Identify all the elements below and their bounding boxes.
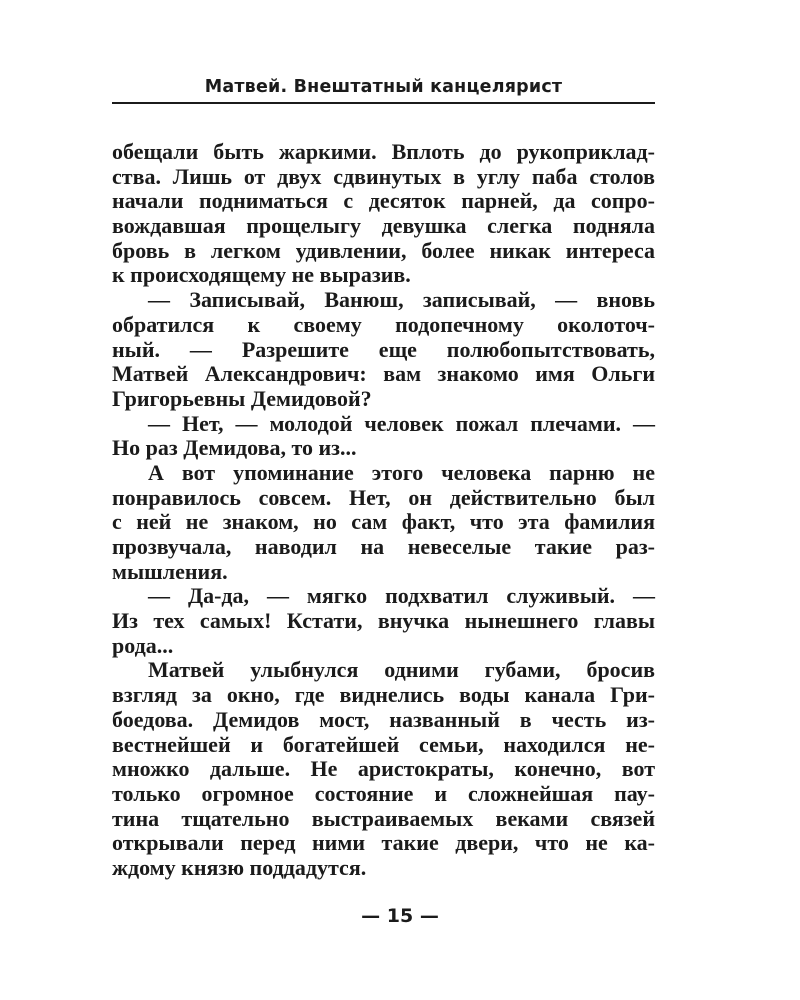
text-line: Но раз Демидова, то из...	[112, 435, 357, 461]
text-line: ждому князю поддадутся.	[112, 854, 367, 880]
text-line: Григорьевны Демидовой?	[112, 385, 372, 411]
text-line: боедова. Демидов мост, названный в честь из-	[112, 706, 655, 732]
text-line: взгляд за окно, где виднелись воды канала Гри-	[112, 682, 655, 708]
text-line: с ней не знаком, но сам факт, что эта фамилия	[112, 509, 655, 535]
text-line: ства. Лишь от двух сдвинутых в углу паба столов	[112, 163, 655, 189]
text-line: к происходящему не выразив.	[112, 262, 411, 288]
text-line: понравилось совсем. Нет, он действительно был	[112, 484, 655, 510]
page-body	[112, 140, 655, 881]
text-line: А вот упоминание этого человека парню не	[148, 459, 655, 485]
text-line: рода...	[112, 632, 174, 658]
text-line: Из тех самых! Кстати, внучка нынешнего главы	[112, 608, 655, 634]
text-line: начали подниматься с десяток парней, да сопро-	[112, 188, 655, 214]
text-line: обратился к своему подопечному околоточ-	[112, 311, 655, 337]
text-line: — Записывай, Ванюш, записывай, — вновь	[148, 287, 655, 313]
text-line: — Да-да, — мягко подхватил служивый. —	[148, 583, 655, 609]
running-header	[112, 72, 655, 104]
text-line: только огромное состояние и сложнейшая пау-	[112, 780, 655, 806]
text-line: прозвучала, наводил на невеселые такие раз-	[112, 534, 655, 559]
text-line: открывали перед ними такие двери, что не ка-	[112, 830, 655, 856]
text-line: Матвей улыбнулся одними губами, бросив	[148, 657, 655, 683]
text-line: обещали быть жаркими. Вплоть до рукоприклад-	[112, 139, 655, 164]
text-line: Матвей Александрович: вам знакомо имя Ольги	[112, 361, 655, 387]
text-line: множко дальше. Не аристократы, конечно, вот	[112, 756, 655, 782]
text-line: вождавшая прощелыгу девушка слегка подняла	[112, 213, 655, 239]
text-line: тина тщательно выстраиваемых веками связей	[112, 805, 655, 831]
text-line: бровь в легком удивлении, более никак интереса	[112, 237, 655, 263]
text-line: вестнейшей и богатейшей семьи, находился не-	[112, 731, 655, 757]
page-number: — 15 —	[361, 905, 439, 927]
text-line: — Нет, — молодой человек пожал плечами. —	[148, 410, 655, 436]
running-title: Матвей. Внештатный канцелярист	[204, 77, 563, 97]
text-line: ный. — Разрешите еще полюбопытствовать,	[112, 336, 655, 362]
text-line: мышления.	[112, 558, 228, 584]
